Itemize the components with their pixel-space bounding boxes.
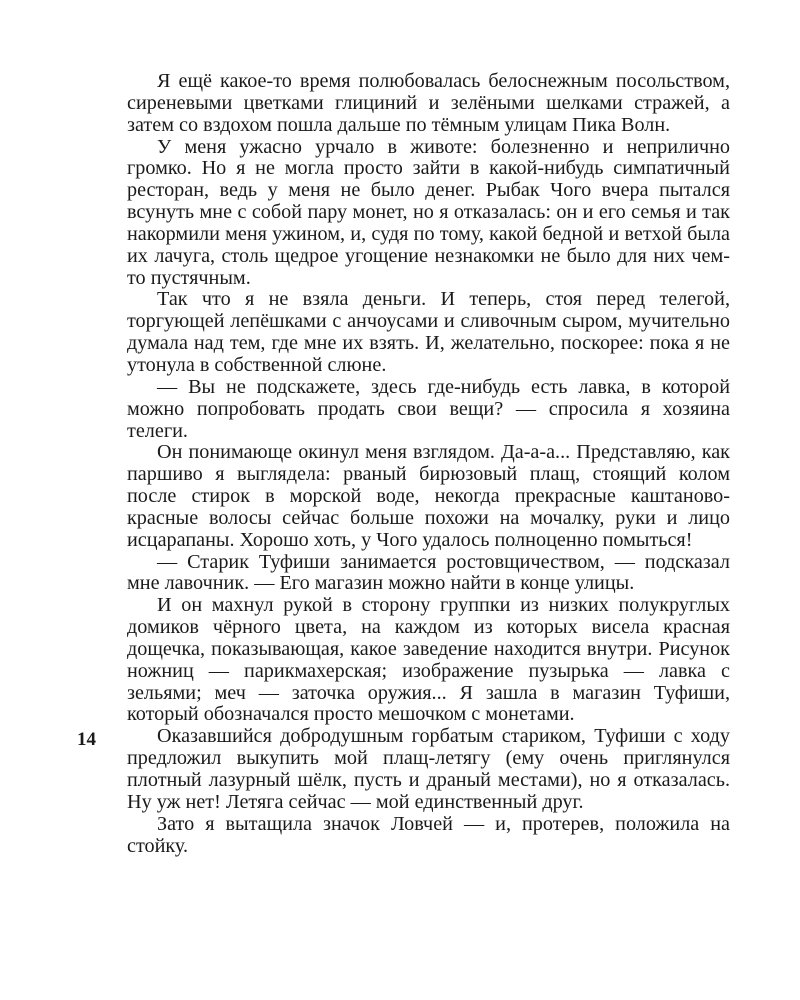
paragraph-4: — Вы не подскажете, здесь где-нибудь есть лавка, в которой можно попробовать продать свои вещи? — спросила я хозяина телеги.	[127, 375, 730, 442]
paragraph-3: Так что я не взяла деньги. И теперь, стоя перед телегой, торгующей лепёшками с анчоусами и сливочным сыром, мучительно думала над тем, где мне их взять. И, желательно, поскорее: пока я не утонула в собственной слюне.	[127, 288, 730, 376]
paragraph-8: Оказавшийся добродушным горбатым стариком, Туфиши с ходу предложил выкупить мой плащ-летягу (ему очень приглянулся плотный лазурный шёлк, пусть и драный местами), но я отказалась. Ну уж нет! Летяга сейчас — мой единственный друг.	[127, 725, 730, 813]
paragraph-2: У меня ужасно урчало в животе: болезненно и неприлично громко. Но я не могла просто зайти в какой-нибудь симпатичный ресторан, ведь у меня не было денег. Рыбак Чого вчера пытался всунуть мне с собой пару монет, но я отказалась: он и его семья и так накормили меня ужином, и, судя по тому, какой бедной и ветхой была их лачуга, столь щедрое угощение незнакомки не было для них чем-то пустячным.	[127, 135, 730, 289]
page-number: 14	[77, 729, 96, 750]
body-text	[127, 71, 730, 857]
paragraph-1: Я ещё какое-то время полюбовалась белоснежным посольством, сиреневыми цветками глициний и зелёными шелками стражей, а затем со вздохом пошла дальше по тёмным улицам Пика Волн.	[127, 70, 730, 136]
paragraph-9: Зато я вытащила значок Ловчей — и, протерев, положила на стойку.	[127, 812, 730, 857]
paragraph-5: Он понимающе окинул меня взглядом. Да-а-а... Представляю, как паршиво я выглядела: рваный бирюзовый плащ, стоящий колом после стирок в морской воде, некогда прекрасные каштаново-красные волосы сейчас больше похожи на мочалку, руки и лицо исцарапаны. Хорошо хоть, у Чого удалось полноценно помыться!	[127, 441, 730, 551]
paragraph-7: И он махнул рукой в сторону группки из низких полукруглых домиков чёрного цвета, на каждом из которых висела красная дощечка, показывающая, какое заведение находится внутри. Рисунок ножниц — парикмахерская; изображение пузырька — лавка с зельями; меч — заточка оружия... Я зашла в магазин Туфиши, который обозначался просто мешочком с монетами.	[127, 594, 730, 726]
paragraph-6: — Старик Туфиши занимается ростовщичеством, — подсказал мне лавочник. — Его магазин можно найти в конце улицы.	[127, 550, 730, 595]
